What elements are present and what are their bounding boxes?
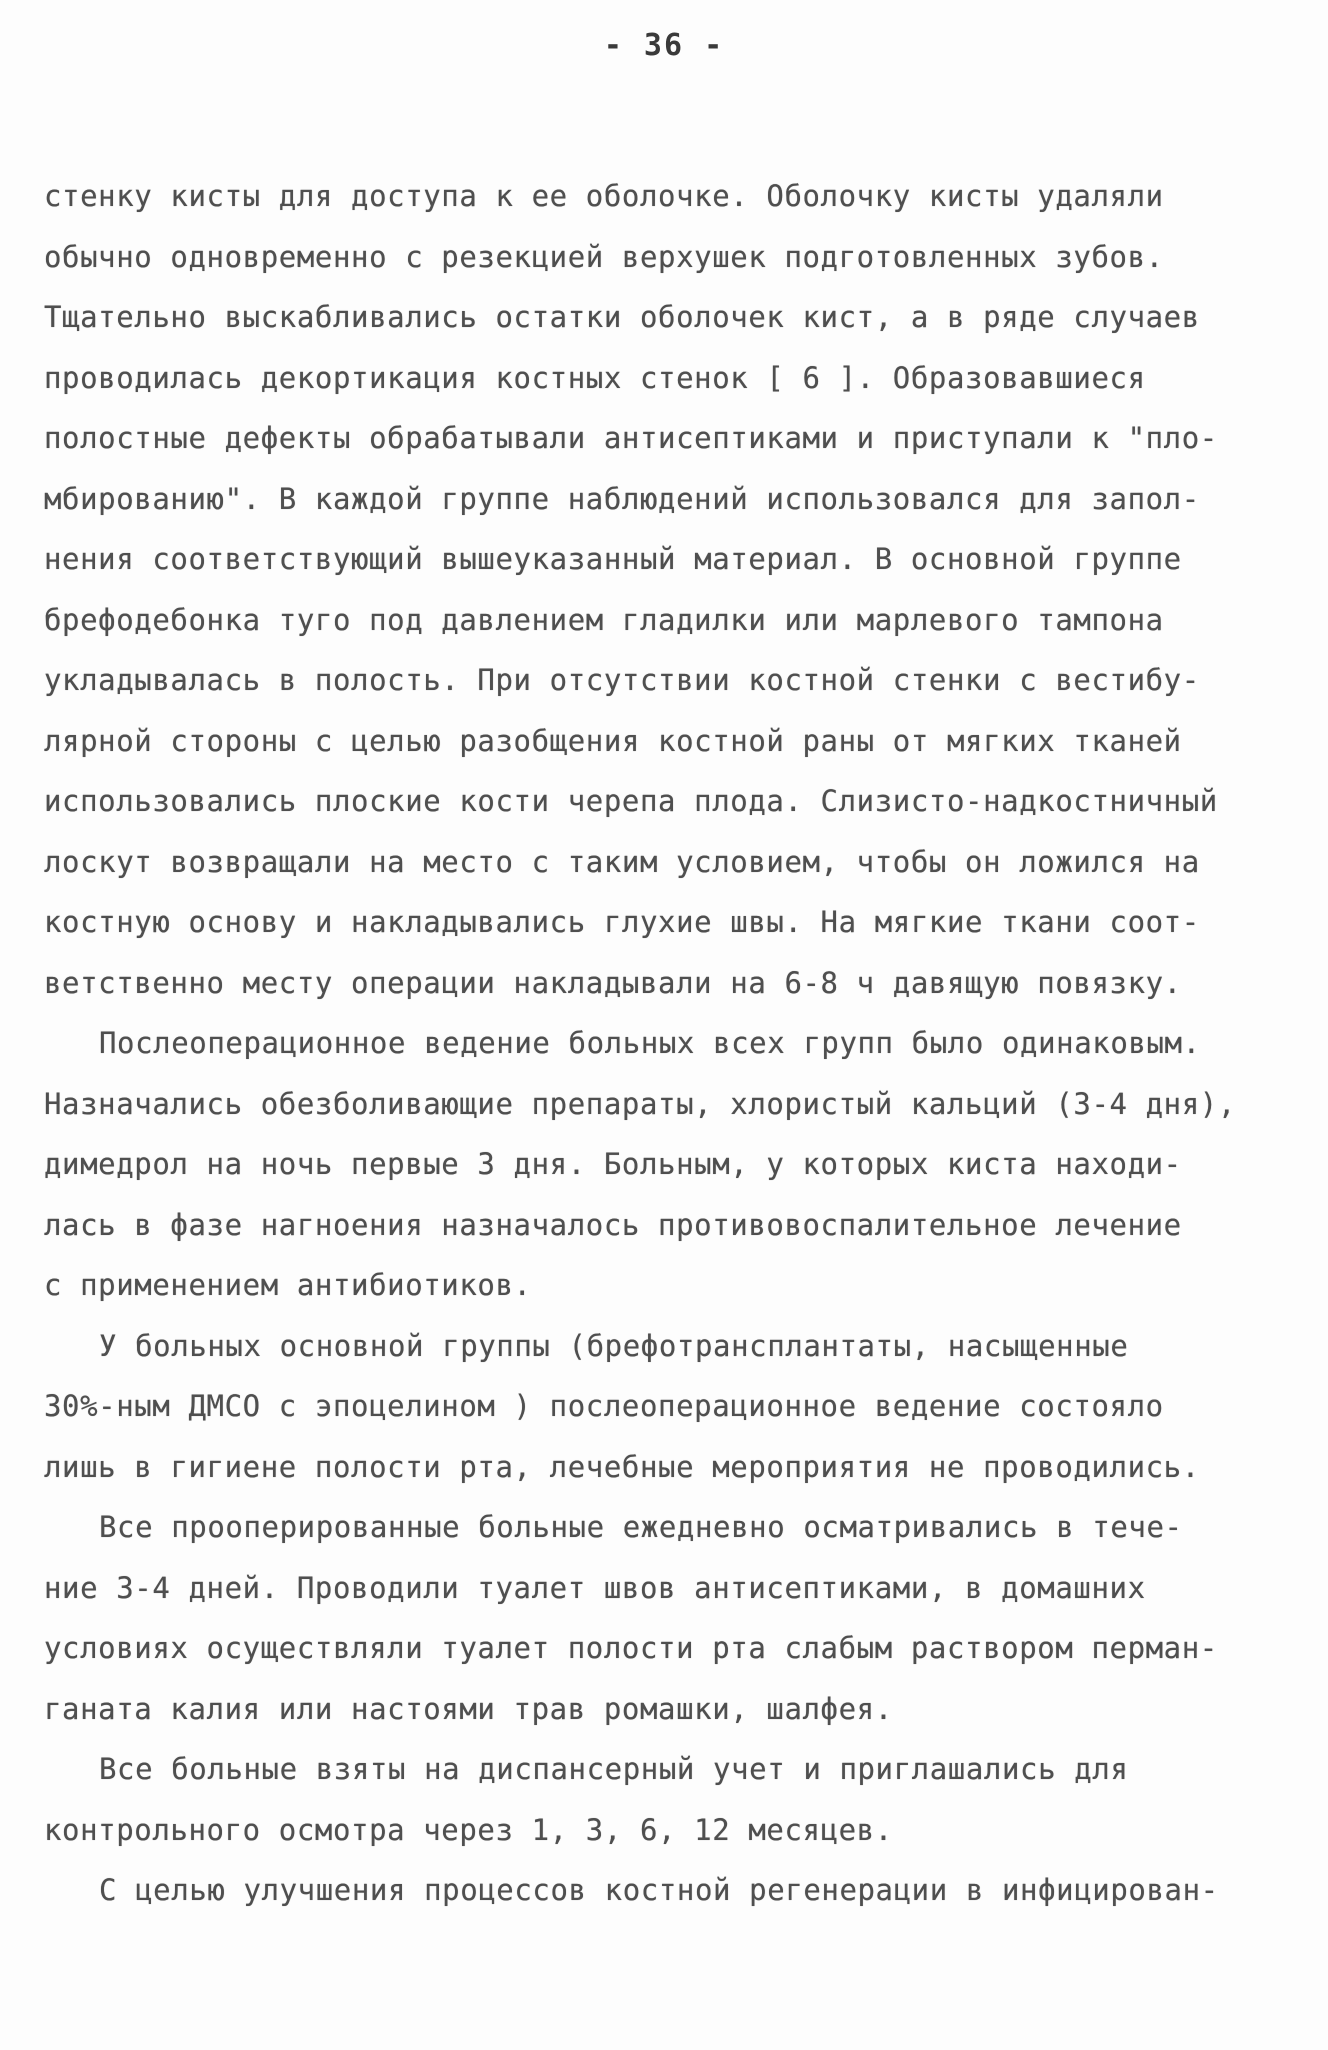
text-line: нения соответствующий вышеуказанный материал. В основной группе [44,542,1182,576]
text-line: контрольного осмотра через 1, 3, 6, 12 месяцев. [44,1812,893,1847]
text-line: использовались плоские кости черепа плода. Слизисто-надкостничный [44,784,1218,818]
text-line: стенку кисты для доступа к ее оболочке. Оболочку кисты удаляли [44,179,1164,213]
text-line: лась в фазе нагноения назначалось противовоспалительное лечение [44,1207,1182,1242]
text-line: лярной стороны с целью разобщения костной раны от мягких тканей [44,723,1182,758]
text-line: полостные дефекты обрабатывали антисептиками и приступали к "пло- [44,421,1218,455]
paragraph-first-line: Все больные взяты на диспансерный учет и приглашались для [99,1752,1129,1786]
text-line: Назначались обезболивающие препараты, хлористый кальций (3-4 дня), [44,1086,1236,1121]
text-line: костную основу и накладывались глухие швы. На мягкие ткани соот- [44,905,1200,939]
text-line: проводилась декортикация костных стенок [ 6 ]. Образовавшиеся [44,360,1146,395]
text-line: брефодебонка туго под давлением гладилки или марлевого тампона [44,602,1164,637]
text-line: Тщательно выскабливались остатки оболочек кист, а в ряде случаев [44,300,1200,334]
paragraph-first-line: С целью улучшения процессов костной регенерации в инфицирован- [99,1873,1219,1907]
text-line: обычно одновременно с резекцией верхушек подготовленных зубов. [44,239,1164,274]
text-line: мбированию". В каждой группе наблюдений использовался для запол- [44,481,1200,516]
text-line: ние 3-4 дней. Проводили туалет швов антисептиками, в домашних [44,1570,1146,1605]
text-line: с применением антибиотиков. [44,1268,532,1302]
text-line: условиях осуществляли туалет полости рта слабым раствором перман- [44,1631,1218,1665]
text-line: ветственно месту операции накладывали на 6-8 ч давящую повязку. [44,965,1182,1000]
text-line: лоскут возвращали на место с таким условием, чтобы он ложился на [44,844,1200,879]
text-line: укладывалась в полость. При отсутствии костной стенки с вестибу- [44,663,1200,697]
text-line: ганата калия или настоями трав ромашки, шалфея. [44,1691,893,1726]
text-line: 30%-ным ДМСО с эпоцелином ) послеоперационное ведение состояло [44,1389,1164,1423]
paragraph-first-line: Все прооперированные больные ежедневно осматривались в тече- [99,1510,1183,1544]
page-number: - 36 - [603,28,725,63]
text-line: лишь в гигиене полости рта, лечебные мероприятия не проводились. [44,1449,1200,1484]
text-line: димедрол на ночь первые 3 дня. Больным, у которых киста находи- [44,1147,1182,1181]
body-text [44,166,1294,1921]
paragraph-first-line: Послеоперационное ведение больных всех групп было одинаковым. [99,1026,1201,1060]
paragraph-first-line: У больных основной группы (брефотрансплантаты, насыщенные [99,1328,1129,1363]
